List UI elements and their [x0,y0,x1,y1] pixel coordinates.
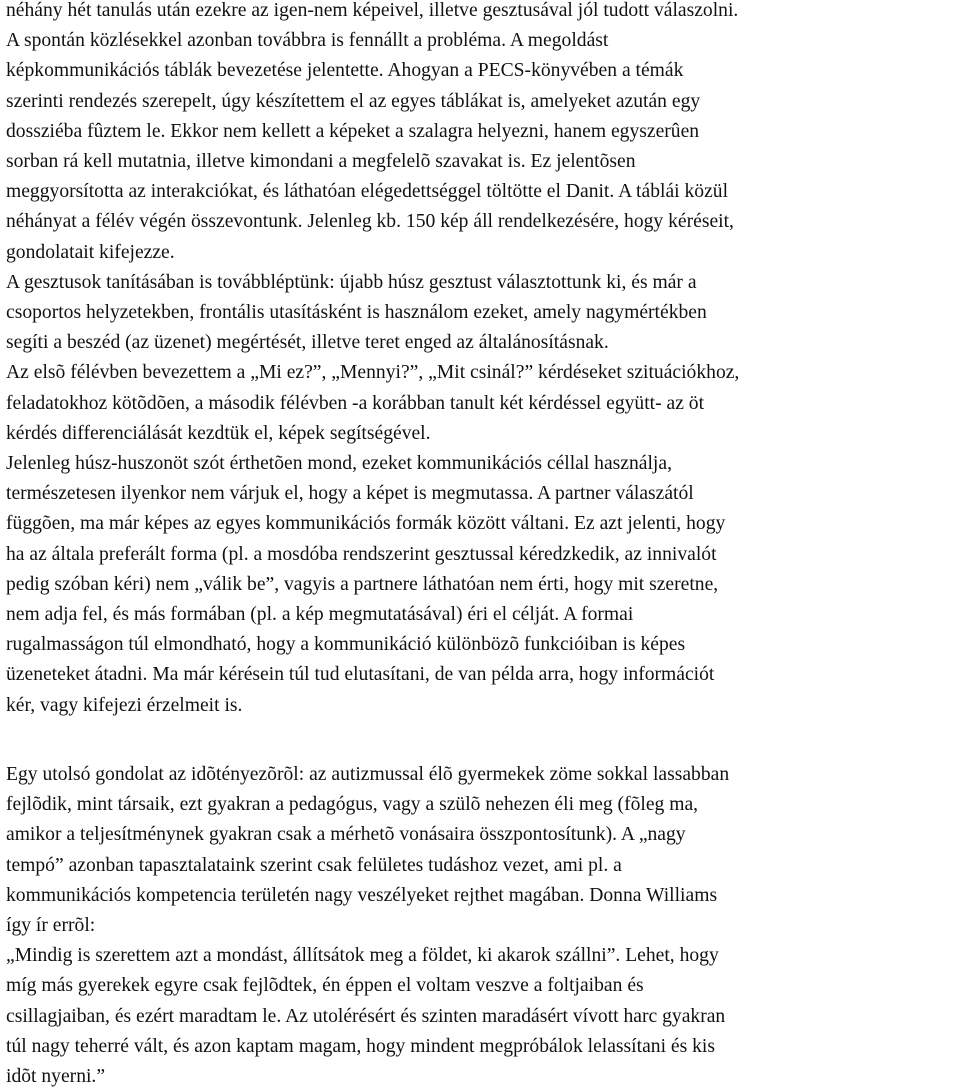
text-line: csoportos helyzetekben, frontális utasításként is használom ezeket, amely nagymértékben [6,302,707,324]
text-line: kér, vagy kifejezi érzelmeit is. [6,694,243,716]
text-line: Az elsõ félévben bevezettem a „Mi ez?”, „Mennyi?”, „Mit csinál?” kérdéseket szituációkhoz, [6,362,740,384]
text-line: sorban rá kell mutatnia, illetve kimondani a megfelelõ szavakat is. Ez jelentõsen [6,151,636,173]
text-line: feladatokhoz kötõdõen, a második félévben -a korábban tanult két kérdéssel együtt- az öt [6,392,705,414]
text-line: kérdés differenciálását kezdtük el, képek segítségével. [6,422,431,444]
text-line: meggyorsította az interakciókat, és láthatóan elégedettséggel töltötte el Danit. A táblái közül [6,181,729,203]
paragraph-spacer [6,751,954,760]
text-line: fejlõdik, mint társaik, ezt gyakran a pedagógus, vagy a szülõ nehezen éli meg (fõleg ma, [6,794,699,816]
text-line: pedig szóban kéri) nem „válik be”, vagyis a partnere láthatóan nem érti, hogy mit szeretne, [6,573,719,595]
text-line: tempó” azonban tapasztalataink szerint csak felületes tudáshoz vezet, ami pl. a [6,854,622,876]
text-line: szerinti rendezés szerepelt, úgy készítettem el az egyes táblákat is, amelyeket azután egy [6,90,701,112]
text-line: dossziéba fûztem le. Ekkor nem kellett a képeket a szalagra helyezni, hanem egyszerûen [6,120,700,142]
paragraph-2 [6,268,954,359]
document-page [6,0,954,1092]
paragraph-4 [6,449,954,721]
text-line: nem adja fel, és más formában (pl. a kép megmutatásával) éri el célját. A formai [6,604,634,626]
text-line: Jelenleg húsz-huszonöt szót érthetõen mond, ezeket kommunikációs céllal használja, [6,453,672,475]
text-line: így ír errõl: [6,915,96,937]
text-line: segíti a beszéd (az üzenet) megértését, illetve teret enged az általánosításnak. [6,332,609,354]
text-line: Egy utolsó gondolat az idõtényezõrõl: az autizmussal élõ gyermekek zöme sokkal lassabban [6,764,730,786]
text-line: rugalmasságon túl elmondható, hogy a kommunikáció különbözõ funkcióiban is képes [6,634,686,656]
paragraph-spacer [6,721,954,751]
text-line: gondolatait kifejezze. [6,241,175,263]
text-line: idõt nyerni.” [6,1066,106,1088]
text-line: függõen, ma már képes az egyes kommunikációs formák között váltani. Ez azt jelenti, hogy [6,513,726,535]
text-line: néhány hét tanulás után ezekre az igen-nem képeivel, illetve gesztusával jól tudott válaszolni. [6,0,739,21]
paragraph-1 [6,0,954,268]
text-line: üzeneteket átadni. Ma már kérésein túl tud elutasítani, de van példa arra, hogy információt [6,664,715,686]
text-line: kommunikációs kompetencia területén nagy veszélyeket rejthet magában. Donna Williams [6,884,718,906]
text-line: A gesztusok tanításában is továbbléptünk: újabb húsz gesztust választottunk ki, és már a [6,271,697,293]
text-line: amikor a teljesítménynek gyakran csak a mérhetõ vonásaira összpontosítunk). A „nagy [6,824,686,846]
text-line: csillagjaiban, és ezért maradtam le. Az utolérésért és szinten maradásért vívott harc gyakran [6,1005,726,1027]
text-line: néhányat a félév végén összevontunk. Jelenleg kb. 150 kép áll rendelkezésére, hogy kéréseit, [6,211,734,233]
paragraph-6-quote [6,941,954,1092]
paragraph-5 [6,760,954,941]
text-line: ha az általa preferált forma (pl. a mosdóba rendszerint gesztussal kéredzkedik, az innivalót [6,543,717,565]
text-line: „Mindig is szerettem azt a mondást, állítsátok meg a földet, ki akarok szállni”. Lehet, hogy [6,945,719,967]
paragraph-3 [6,358,954,449]
text-line: túl nagy teherré vált, és azon kaptam magam, hogy mindent megpróbálok lelassítani és kis [6,1035,715,1057]
text-line: A spontán közlésekkel azonban továbbra is fennállt a probléma. A megoldást [6,30,609,52]
text-line: képkommunikációs táblák bevezetése jelentette. Ahogyan a PECS-könyvében a témák [6,60,684,82]
text-line: míg más gyerekek egyre csak fejlõdtek, én éppen el voltam veszve a foltjaiban és [6,975,644,997]
text-line: természetesen ilyenkor nem várjuk el, hogy a képet is megmutassa. A partner válaszától [6,483,694,505]
